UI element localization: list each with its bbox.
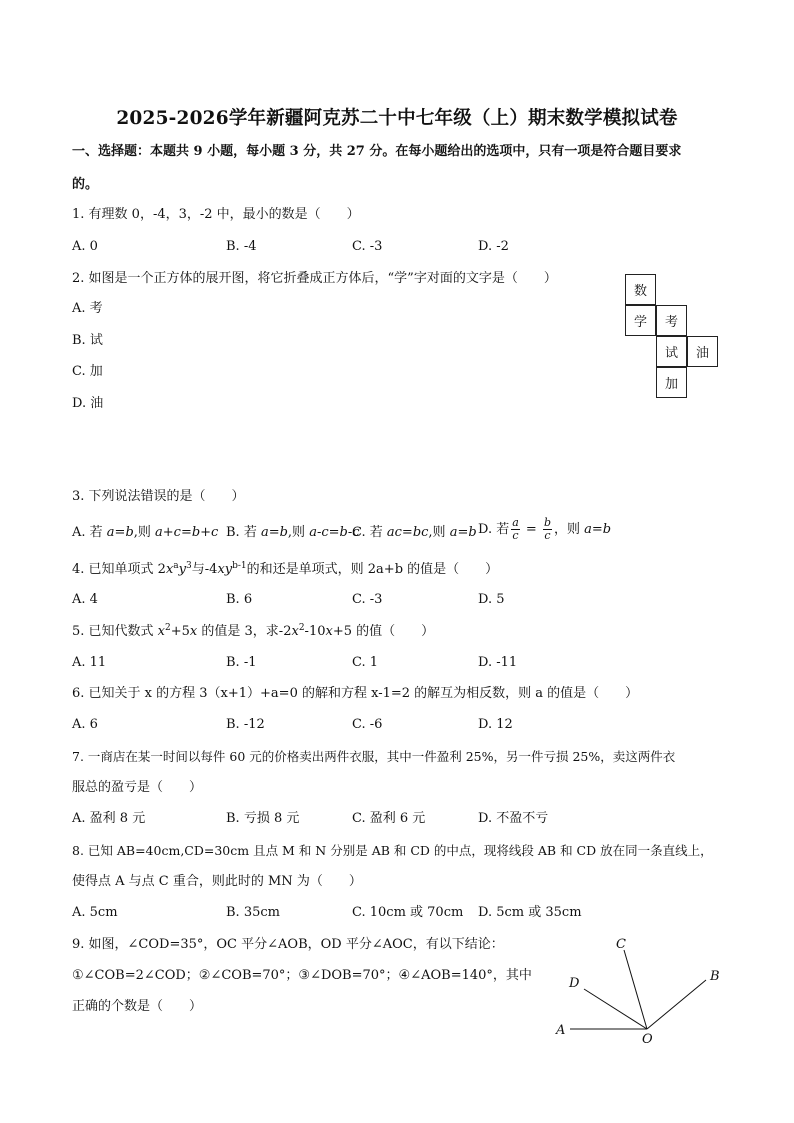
- q8-option-c: C. 10cm 或 70cm: [352, 905, 464, 920]
- q3-option-d: D. 若 $\frac{a}{c}$ = $\frac{b}{c}$ ，则 a=b: [478, 516, 612, 542]
- q6-option-b: B. -12: [226, 717, 265, 732]
- q2-option-a: A. 考: [72, 301, 103, 316]
- q7-option-b: B. 亏损 8 元: [226, 811, 300, 826]
- label-c: C: [616, 937, 626, 952]
- ray-ob: [647, 980, 706, 1029]
- q6-stem: 6. 已知关于 x 的方程 3（x+1）+a=0 的解和方程 x-1=2 的解互为相反数，则 a 的值是（ ）: [72, 686, 639, 701]
- q4-option-b: B. 6: [226, 592, 253, 607]
- q8-stem-line1: 8. 已知 AB=40cm,CD=30cm 且点 M 和 N 分别是 AB 和 CD 的中点，现将线段 AB 和 CD 放在同一条直线上，: [72, 843, 713, 858]
- q5-option-d: D. -11: [478, 655, 518, 670]
- q1-option-a: A. 0: [72, 239, 98, 254]
- label-d: D: [569, 976, 580, 991]
- q3-stem: 3. 下列说法错误的是（ ）: [72, 489, 245, 504]
- net-cell-xue: 学: [625, 305, 656, 336]
- fraction-a-over-c: $\frac{a}{c}$: [512, 516, 519, 542]
- q2-option-d: D. 油: [72, 396, 104, 411]
- q4-stem: 4. 已知单项式 $2x^ay^3$与$-4xy^{b-1}$的和还是单项式，则 2a+b 的值是（ ）: [72, 561, 499, 577]
- net-cell-shu: 数: [625, 274, 656, 305]
- q6-option-a: A. 6: [72, 717, 98, 732]
- angle-figure: [550, 930, 730, 1050]
- q1-option-b: B. -4: [226, 239, 257, 254]
- exam-title: 2025-2026学年新疆阿克苏二十中七年级（上）期末数学模拟试卷: [116, 108, 678, 129]
- net-cell-shi: 试: [656, 336, 687, 367]
- q5-option-c: C. 1: [352, 655, 379, 670]
- net-cell-jia: 加: [656, 367, 687, 398]
- q8-option-b: B. 35cm: [226, 905, 280, 920]
- q7-stem-line2: 服总的盈亏是（ ）: [72, 780, 203, 795]
- q4-option-c: C. -3: [352, 592, 383, 607]
- net-cell-you: 油: [687, 336, 718, 367]
- q2-option-c: C. 加: [72, 364, 103, 379]
- q9-stem-line3: 正确的个数是（ ）: [72, 999, 203, 1014]
- fraction-b-over-c: $\frac{b}{c}$: [543, 516, 552, 542]
- q8-stem-line2: 使得点 A 与点 C 重合，则此时的 MN 为（ ）: [72, 874, 362, 889]
- q5-option-a: A. 11: [72, 655, 107, 670]
- q6-option-d: D. 12: [478, 717, 513, 732]
- q2-stem: 2. 如图是一个正方体的展开图，将它折叠成正方体后，“学”字对面的文字是（ ）: [72, 271, 557, 286]
- q7-option-a: A. 盈利 8 元: [72, 811, 146, 826]
- q5-stem: 5. 已知代数式 $x^2+5x$ 的值是 3，求$-2x^2-10x+5$ 的值（ ）: [72, 623, 435, 639]
- label-b: B: [710, 969, 720, 984]
- q2-option-b: B. 试: [72, 333, 103, 348]
- section-heading-line2: 的。: [72, 177, 99, 192]
- q8-option-a: A. 5cm: [72, 905, 118, 920]
- net-cell-kao: 考: [656, 305, 687, 336]
- q3-option-c: C. 若 ac=bc,则 a=b: [352, 525, 477, 540]
- q9-stem-line2: ①∠COB=2∠COD；②∠COB=70°；③∠DOB=70°；④∠AOB=140°，其中: [72, 968, 532, 983]
- q4-option-a: A. 4: [72, 592, 98, 607]
- label-o: O: [642, 1032, 653, 1047]
- q1-option-c: C. -3: [352, 239, 383, 254]
- q4-option-d: D. 5: [478, 592, 505, 607]
- q1-stem: 1. 有理数 0，-4，3，-2 中，最小的数是（ ）: [72, 207, 360, 222]
- q7-stem-line1: 7. 一商店在某一时间以每件 60 元的价格卖出两件衣服，其中一件盈利 25%，另一件亏损 25%，卖这两件衣: [72, 749, 676, 764]
- q3-option-b: B. 若 a=b,则 a-c=b-c: [226, 525, 360, 540]
- q6-option-c: C. -6: [352, 717, 383, 732]
- q5-option-b: B. -1: [226, 655, 257, 670]
- q7-option-c: C. 盈利 6 元: [352, 811, 426, 826]
- section-heading-line1: 一、选择题：本题共 9 小题，每小题 3 分，共 27 分。在每小题给出的选项中，只有一项是符合题目要求: [72, 144, 682, 159]
- q9-stem-line1: 9. 如图，∠COD=35°，OC 平分∠AOB，OD 平分∠AOC，有以下结论：: [72, 937, 504, 952]
- q8-option-d: D. 5cm 或 35cm: [478, 905, 582, 920]
- q3-option-a: A. 若 a=b,则 a+c=b+c: [72, 525, 219, 540]
- label-a: A: [556, 1023, 566, 1038]
- q1-option-d: D. -2: [478, 239, 509, 254]
- q7-option-d: D. 不盈不亏: [478, 811, 549, 826]
